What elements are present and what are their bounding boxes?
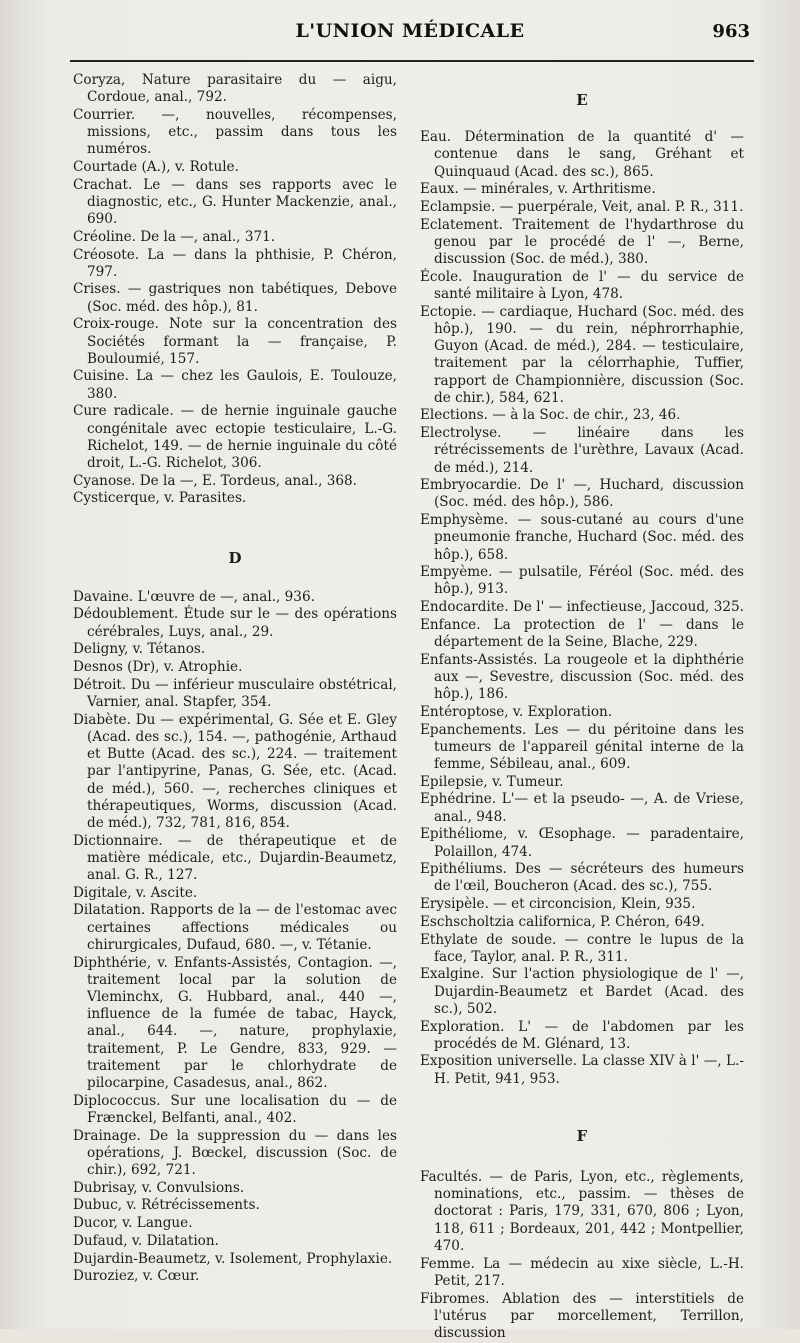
left-column — [73, 72, 397, 1286]
index-entry: Diplococcus. Sur une localisation du — de Frænckel, Belfanti, anal., 402. — [73, 1092, 397, 1126]
index-entry: Diphthérie, v. Enfants-Assistés, Contagion. —, traitement local par la solution de Vleminchx, G. Hubbard, anal., 440 —, influence de la fumée de tabac, Hayck, anal., 644. —, nature, prophylaxie, traitement, P. Le Gendre, 833, 929. — traitement par le chlorhydrate de pilocarpine, Casadesus, anal., 862. — [73, 954, 397, 1091]
index-entry: Eclatement. Traitement de l'hydarthrose du genou par le procédé de l' —, Berne, discussion (Soc. de méd.), 380. — [420, 216, 744, 268]
section-letter-f: F — [576, 1126, 588, 1145]
index-entry: Croix-rouge. Note sur la concentration des Sociétés formant la — française, P. Bouloumié, 157. — [73, 316, 397, 367]
entries-e — [420, 129, 744, 1088]
right-column — [420, 72, 744, 1343]
index-entry: École. Inauguration de l' — du service de santé militaire à Lyon, 478. — [420, 268, 744, 303]
index-entry: Enfants-Assistés. La rougeole et la diphthérie aux —, Sevestre, discussion (Soc. méd. des hôp.), 186. — [420, 651, 744, 703]
index-entry: Elections. — à la Soc. de chir., 23, 46. — [420, 407, 681, 424]
index-entry: Emphysème. — sous-cutané au cours d'une pneumonie franche, Huchard (Soc. méd. des hôp.), 658. — [420, 512, 744, 563]
index-entry: Davaine. L'œuvre de —, anal., 936. — [73, 588, 315, 605]
index-entry: Eau. Détermination de la quantité d' — contenue dans le sang, Gréhant et Quinquaud (Acad. des sc.), 865. — [420, 129, 744, 180]
index-entry: Exalgine. Sur l'action physiologique de l' —, Dujardin-Beaumetz et Bardet (Acad. des sc.), 502. — [420, 966, 744, 1017]
index-entry: Crachat. Le — dans ses rapports avec le diagnostic, etc., G. Hunter Mackenzie, anal., 690. — [73, 176, 397, 228]
index-entry: Deligny, v. Tétanos. — [73, 641, 206, 658]
index-entry: Dufaud, v. Dilatation. — [73, 1232, 219, 1249]
index-entry: Dubuc, v. Rétrécissements. — [73, 1197, 260, 1214]
index-entry: Desnos (Dr), v. Atrophie. — [73, 659, 243, 676]
entries-c — [73, 72, 397, 508]
index-entry: Dédoublement. Étude sur le — des opérations cérébrales, Luys, anal., 29. — [73, 606, 397, 640]
section-letter-d: D — [228, 548, 242, 567]
index-entry: Duroziez, v. Cœur. — [73, 1268, 200, 1285]
index-entry: Coryza, Nature parasitaire du — aigu, Cordoue, anal., 792. — [73, 72, 397, 106]
index-entry: Cysticerque, v. Parasites. — [73, 490, 247, 507]
index-entry: Embryocardie. De l' —, Huchard, discussion (Soc. méd. des hôp.), 586. — [420, 477, 744, 511]
index-entry: Digitale, v. Ascite. — [73, 884, 198, 901]
index-entry: Ducor, v. Langue. — [73, 1215, 193, 1232]
index-entry: Exposition universelle. La classe XIV à l' —, L.-H. Petit, 941, 953. — [420, 1053, 744, 1087]
journal-title: L'UNION MÉDICALE — [295, 20, 525, 42]
entries-f — [420, 1169, 744, 1342]
page-number: 963 — [712, 21, 750, 42]
index-entry: Détroit. Du — inférieur musculaire obstétrical, Varnier, anal. Stapfer, 354. — [73, 676, 397, 710]
index-entry: Ephédrine. L'— et la pseudo- —, A. de Vriese, anal., 948. — [420, 791, 744, 825]
index-entry: Eclampsie. — puerpérale, Veit, anal. P. R., 311. — [420, 199, 744, 216]
index-entry: Ethylate de soude. — contre le lupus de la face, Taylor, anal. P. R., 311. — [420, 931, 744, 965]
index-entry: Dilatation. Rapports de la — de l'estomac avec certaines affections médicales ou chirurgicales, Dufaud, 680. —, v. Tétanie. — [73, 902, 397, 953]
index-entry: Epithéliums. Des — sécréteurs des humeurs de l'œil, Boucheron (Acad. des sc.), 755. — [420, 861, 744, 895]
index-entry: Diabète. Du — expérimental, G. Sée et E. Gley (Acad. des sc.), 154. —, pathogénie, Arthaud et Butte (Acad. des sc.), 224. — traitement par l'antipyrine, Panas, G. Sée, etc. (Acad. de méd.), 560. —, recherches cliniques et thérapeutiques, Worms, discussion (Acad. de méd.), 732, 781, 816, 854. — [73, 711, 397, 831]
index-entry: Entéroptose, v. Exploration. — [420, 703, 613, 720]
index-entry: Eschscholtzia californica, P. Chéron, 649. — [420, 913, 705, 930]
index-entry: Exploration. L' — de l'abdomen par les procédés de M. Glénard, 13. — [420, 1018, 744, 1052]
header-rule — [70, 60, 754, 62]
index-entry: Endocardite. De l' — infectieuse, Jaccoud, 325. — [420, 599, 744, 616]
index-entry: Dubrisay, v. Convulsions. — [73, 1179, 245, 1196]
index-entry: Erysipèle. — et circoncision, Klein, 935. — [420, 896, 696, 913]
index-entry: Epilepsie, v. Tumeur. — [420, 773, 564, 790]
index-entry: Dictionnaire. — de thérapeutique et de matière médicale, etc., Dujardin-Beaumetz, anal. G. R., 127. — [73, 832, 397, 884]
index-entry: Courrier. —, nouvelles, récompenses, missions, etc., passim dans tous les numéros. — [73, 106, 397, 158]
index-entry: Ectopie. — cardiaque, Huchard (Soc. méd. des hôp.), 190. — du rein, néphrorrhaphie, Guyon (Acad. de méd.), 284. — testiculaire, traitement par la célorrhaphie, Tuffier, rapport de Championnière, discussion (Soc. de chir.), 584, 621. — [420, 303, 744, 406]
index-entry: Dujardin-Beaumetz, v. Isolement, Prophylaxie. — [73, 1250, 393, 1267]
index-entry: Créosote. La — dans la phthisie, P. Chéron, 797. — [73, 246, 397, 280]
index-entry: Créoline. De la —, anal., 371. — [73, 228, 276, 245]
entries-d — [73, 589, 397, 1286]
index-entry: Fibromes. Ablation des — interstitiels de l'utérus par morcellement, Terrillon, discussion — [420, 1290, 744, 1341]
index-entry: Cuisine. La — chez les Gaulois, E. Toulouze, 380. — [73, 368, 397, 402]
index-entry: Femme. La — médecin au xixe siècle, L.-H. Petit, 217. — [420, 1255, 744, 1289]
index-entry: Epanchements. Les — du péritoine dans les tumeurs de l'appareil génital interne de la femme, Sébileau, anal., 609. — [420, 721, 744, 773]
index-entry: Courtade (A.), v. Rotule. — [73, 159, 239, 176]
index-entry: Eaux. — minérales, v. Arthritisme. — [420, 181, 656, 198]
index-entry: Facultés. — de Paris, Lyon, etc., règlements, nominations, etc., passim. — thèses de doctorat : Paris, 179, 331, 670, 806 ; Lyon, 118, 611 ; Bordeaux, 201, 442 ; Montpellier, 470. — [420, 1169, 744, 1254]
index-entry: Drainage. De la suppression du — dans les opérations, J. Bœckel, discussion (Soc. de chir.), 692, 721. — [73, 1127, 397, 1178]
section-letter-e: E — [576, 91, 588, 109]
index-entry: Crises. — gastriques non tabétiques, Debove (Soc. méd. des hôp.), 81. — [73, 281, 397, 315]
index-entry: Empyème. — pulsatile, Féréol (Soc. méd. des hôp.), 913. — [420, 564, 744, 598]
index-entry: Enfance. La protection de l' — dans le département de la Seine, Blache, 229. — [420, 616, 744, 651]
index-entry: Cyanose. De la —, E. Tordeus, anal., 368. — [73, 472, 357, 489]
index-entry: Epithéliome, v. Œsophage. — paradentaire, Polaillon, 474. — [420, 826, 744, 860]
index-entry: Electrolyse. — linéaire dans les rétrécissements de l'urèthre, Lavaux (Acad. de méd.), 214. — [420, 425, 744, 476]
page-header — [70, 20, 750, 54]
index-entry: Cure radicale. — de hernie inguinale gauche congénitale avec ectopie testiculaire, L.-G. Richelot, 149. — de hernie inguinale du côté droit, L.-G. Richelot, 306. — [73, 403, 397, 471]
